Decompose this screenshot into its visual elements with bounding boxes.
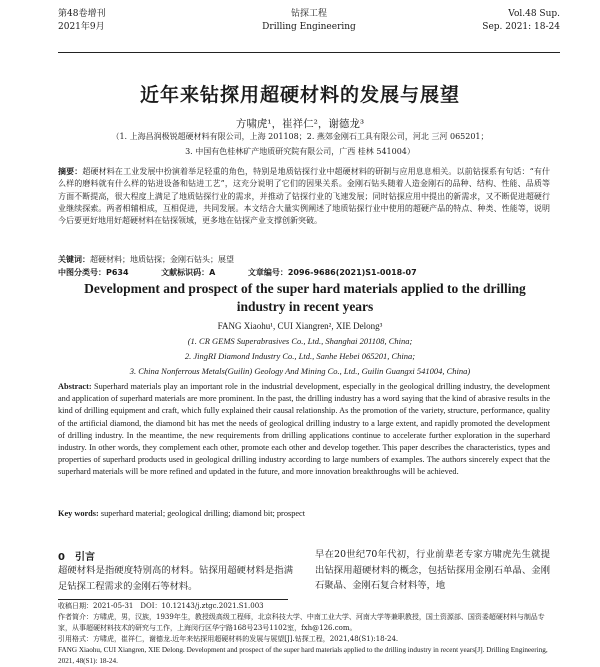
citation-en: FANG Xiaohu, CUI Xiangren, XIE Delong. Development and prospect of the super hard materials applied to the drilling industry in recent years[J]. Drilling Engineering, 2021, 48(S1): 18-24. [58, 646, 548, 665]
authors-en: FANG Xiaohu¹, CUI Xiangren², XIE Delong³ [217, 321, 383, 331]
received-date: 收稿日期：2021-05-31 DOI：10.12143/j.ztgc.2021.S1.003 [58, 602, 264, 610]
affiliation-en-3: 3. China Nonferrous Metals(Guilin) Geology And Mining Co., Ltd., Guilin Guangxi 541004, China) [129, 366, 471, 376]
journal-name-en: Drilling Engineering [262, 22, 356, 32]
running-header [58, 8, 560, 52]
author-bio: 作者简介：方啸虎，男，汉族，1939年生，教授级高级工程师，北京科技大学、中南工业大学、河南大学等兼职教授，国土资源部、国资委超硬材料与制品专家，从事超硬材料技术的研究与工作，上海闵行区华宁路168号23号1102室，fxh@126.com。 [58, 613, 545, 632]
classification-line [58, 267, 550, 279]
body-column-right: 早在20世纪70年代初，行业前辈老专家方啸虎先生就提出钻探用超硬材料的概念，包括钻探用金刚石单晶、金刚石聚晶、金刚石复合材料等，地 [315, 549, 550, 591]
abstract-cn [58, 166, 550, 227]
date-line: 2021年9月 [58, 22, 105, 32]
title-cn: 近年来钻探用超硬材料的发展与展望 [139, 84, 460, 106]
document-code: 文献标识码：A [161, 268, 216, 277]
affiliation-en-2: 2. JingRI Diamond Industry Co., Ltd., Sanhe Hebei 065201, China; [184, 351, 416, 361]
footnotes [58, 601, 550, 667]
keywords-en-label: Key words: [58, 509, 99, 518]
affiliation-cn-2: 3. 中国有色桂林矿产地质研究院有限公司，广西 桂林 541004） [185, 147, 415, 156]
header-rule [58, 52, 560, 53]
citation-cn: 引用格式：方啸虎，崔祥仁，谢德龙.近年来钻探用超硬材料的发展与展望[J].钻探工程，2021,48(S1):18-24. [58, 635, 399, 643]
keywords-en [58, 509, 550, 518]
footnote-rule [58, 599, 288, 600]
volume-line: 第48卷增刊 [58, 9, 106, 19]
keywords-cn-text: 超硬材料；地质钻探；金刚石钻头；展望 [90, 255, 234, 264]
abstract-en-text: Superhard materials play an important role in the industrial development, especially in the geological drilling industry, the development and application of superhard materials are more prominent. In the past, the drilling industry has a word saying that the kind of abrasive results in the kind of drilling equipment and craft, which fully explained their causal relationship. As the promotion of the variety, structure, performance, quality of the artificial diamond, the diamond bit has met the needs of geological drilling industry to a large extent, and rapidly promoted the development of drilling industry. In the meantime, the new requirements from drilling applications continue to accelerate further exploration in the superhard industry. In other words, they complement each other, promote each other and develop together. This paper describes the characteristics, types and properties of superhard products used in geological drilling industry according to large numbers of examples. The authors sincerely expect that the superhard materials will be more refined and updated in the future, and more innovation breakthroughs will be achieved. [58, 382, 550, 477]
affiliation-en-1: (1. CR GEMS Superabrasives Co., Ltd., Shanghai 201108, China; [187, 336, 413, 346]
authors-cn: 方啸虎¹，崔祥仁²，谢德龙³ [235, 118, 365, 130]
issue-info [482, 8, 560, 34]
keywords-cn [58, 254, 550, 266]
section-heading: 0 引言 [58, 552, 95, 563]
vol-en: Vol.48 Sup. [508, 9, 560, 19]
abstract-en [58, 381, 550, 479]
keywords-cn-label: 关键词： [58, 255, 90, 264]
journal-name-cn: 钻探工程 [290, 9, 327, 19]
abstract-cn-text: 超硬材料在工业发展中扮演着举足轻重的角色，特别是地质钻探行业中超硬材料的研制与应用息息相关。以前钻探系有句话：“有什么样的磨料就有什么样的钻进设备和钻进工艺”，这充分说明了它们的因果关系。金刚石钻头随着人造金刚石的品种、结构、性能、品质等方面不断提高，很大程度上满足了地质钻探行业的需求，并推动了钻探行业的飞速发展；同时钻探应用中提出的新需求，又不断促进超硬行业继续探索。两者相辅相成，互相促进，共同发展。本文结合大量实例阐述了地质钻探行业中使用的超硬产品的特点、种类、性能等，说明今后要更好地用好超硬材料在钻探领域，更多地在钻探产业支撑创新突破。 [58, 167, 551, 226]
body-column-left: 超硬材料是指硬度特别高的材料。钻探用超硬材料是指满足钻探工程需求的金刚石等材料。 [58, 565, 293, 592]
clc-number: 中图分类号：P634 [58, 268, 129, 277]
affiliation-cn-1: （1. 上海昌润极锐超硬材料有限公司，上海 201108；2. 燕郊金刚石工具有限公司，河北 三河 065201； [111, 132, 489, 141]
keywords-en-text: superhard material; geological drilling; diamond bit; prospect [100, 509, 306, 518]
pages-en: Sep. 2021: 18-24 [482, 22, 560, 32]
abstract-en-label: Abstract: [58, 382, 92, 391]
abstract-cn-label: 摘要： [58, 167, 83, 176]
article-number: 文章编号：2096-9686(2021)S1-0018-07 [247, 268, 417, 277]
title-en: Development and prospect of the super hard materials applied to the drilling industry in recent years [84, 281, 526, 314]
